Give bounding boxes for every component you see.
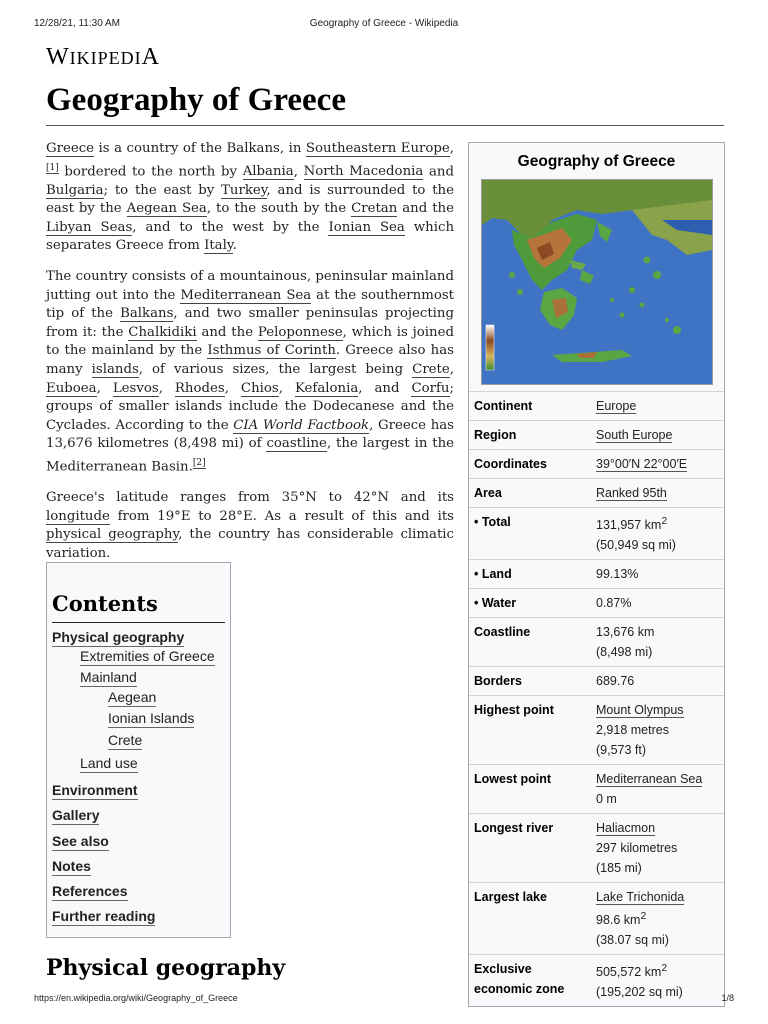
- value-text: (8,498 mi): [596, 645, 653, 660]
- infobox-label: Largest lake: [474, 890, 547, 905]
- infobox-value: [596, 818, 724, 878]
- link-rhodes[interactable]: Rhodes: [174, 380, 225, 396]
- link-lesvos[interactable]: Lesvos: [112, 380, 159, 396]
- infobox-link-mediterranean-sea[interactable]: Mediterranean Sea: [596, 772, 703, 787]
- link-greece[interactable]: Greece: [46, 141, 95, 156]
- link-libyan-seas[interactable]: Libyan Seas: [46, 219, 133, 235]
- infobox-row-eez: [469, 954, 724, 1006]
- text: , to the south by the: [206, 201, 352, 217]
- wikipedia-wordmark[interactable]: [46, 44, 160, 71]
- infobox-label: Longest river: [474, 821, 554, 836]
- link-aegean-sea[interactable]: Aegean Sea: [126, 201, 207, 217]
- value-sup: 2: [640, 911, 647, 923]
- link-corfu[interactable]: Corfu: [411, 380, 450, 396]
- infobox-value: [596, 959, 724, 1002]
- text: , the country has considerable climatic variation.: [46, 527, 454, 561]
- infobox-label: Continent: [474, 399, 533, 413]
- infobox-row-highest-point: [469, 695, 724, 764]
- text: and: [423, 164, 454, 180]
- toc-item-land-use[interactable]: Land use: [80, 755, 138, 771]
- text: The country consists of a mountainous, peninsular mainland jutting out into the: [46, 268, 454, 303]
- infobox-value: [596, 700, 724, 760]
- link-north-macedonia[interactable]: North Macedonia: [303, 164, 424, 180]
- toc-item-aegean[interactable]: Aegean: [108, 689, 157, 705]
- text: , and two smaller peninsulas projecting from it: the: [46, 306, 454, 340]
- link-physical-geography[interactable]: physical geography: [46, 527, 179, 543]
- text: . According to the: [106, 417, 234, 433]
- link-peloponnese[interactable]: Peloponnese: [257, 324, 343, 340]
- toc-item-environment[interactable]: Environment: [52, 782, 138, 798]
- infobox-value: 99.13%: [596, 567, 639, 582]
- page-title: Geography of Greece: [46, 82, 346, 118]
- infobox-row-area: [469, 478, 724, 507]
- text: , of various sizes, the largest being: [138, 361, 413, 377]
- link-turkey[interactable]: Turkey: [221, 182, 267, 198]
- text: from 19°E to 28°E. As a result of this and its: [109, 508, 454, 524]
- toc-item-mainland[interactable]: Mainland: [80, 669, 137, 685]
- link-chios[interactable]: Chios: [240, 380, 279, 396]
- toc-item-further-reading[interactable]: Further reading: [52, 908, 156, 924]
- map-image: [482, 180, 712, 384]
- label-text: economic zone: [474, 982, 565, 997]
- print-date: 12/28/21, 11:30 AM: [34, 18, 120, 29]
- link-ionian-sea[interactable]: Ionian Sea: [328, 219, 405, 235]
- link-kefalonia[interactable]: Kefalonia: [294, 380, 359, 396]
- infobox-row-region: [469, 420, 724, 449]
- infobox-title: Geography of Greece: [517, 153, 676, 170]
- link-bulgaria[interactable]: Bulgaria: [46, 182, 104, 198]
- print-url: https://en.wikipedia.org/wiki/Geography_of_Greece: [34, 993, 238, 1003]
- infobox-label: Area: [474, 486, 502, 500]
- toc-item-references[interactable]: References: [52, 883, 128, 899]
- greece-topographic-map[interactable]: [481, 179, 713, 385]
- text: ,: [278, 380, 295, 396]
- toc-item-extremities[interactable]: Extremities of Greece: [80, 648, 215, 664]
- text: and the: [196, 324, 258, 340]
- cia-title: CIA World Factbook: [233, 417, 370, 433]
- intro-paragraph: [46, 140, 454, 256]
- table-of-contents: [46, 562, 231, 938]
- infobox-label: [469, 959, 596, 1002]
- toc-title: Contents: [52, 591, 158, 616]
- link-southeastern-europe[interactable]: Southeastern Europe: [305, 141, 450, 156]
- title-divider: [46, 125, 724, 126]
- link-crete[interactable]: Crete: [412, 361, 450, 377]
- value-text: (38.07 sq mi): [596, 933, 669, 948]
- text: , which is joined to the mainland by the: [46, 324, 454, 359]
- infobox-link-haliacmon[interactable]: Haliacmon: [596, 821, 656, 836]
- infobox-link-coordinates[interactable]: 39°00′N 22°00′E: [596, 457, 688, 471]
- infobox-row-water: [469, 588, 724, 617]
- infobox-value: 689.76: [596, 674, 635, 689]
- value-text: (9,573 ft): [596, 743, 647, 758]
- ref-2[interactable]: [2]: [192, 457, 206, 468]
- print-page-number: 1/8: [721, 993, 734, 1003]
- infobox-row-coordinates: [469, 449, 724, 478]
- value-text: 2,918 metres: [596, 723, 669, 738]
- infobox-label: Highest point: [474, 703, 554, 718]
- value-text: 98.6 km: [596, 913, 641, 928]
- infobox: [468, 142, 725, 1007]
- text: ,: [224, 380, 241, 396]
- infobox-row-lowest-point: [469, 764, 724, 813]
- text: ; groups of smaller islands include the: [46, 380, 454, 415]
- value-sup: 2: [661, 963, 668, 975]
- link-islands[interactable]: islands: [91, 361, 139, 377]
- text: ,: [293, 164, 304, 180]
- value-text: 131,957 km: [596, 518, 662, 533]
- value-text: (185 mi): [596, 861, 642, 876]
- link-balkans[interactable]: Balkans: [120, 306, 174, 322]
- link-coastline[interactable]: coastline: [266, 436, 327, 452]
- text: , Greece has 13,676 kilometres (8,498 mi) of: [46, 417, 455, 452]
- infobox-value: [596, 769, 724, 809]
- link-cretan[interactable]: Cretan: [351, 201, 398, 217]
- text: ,: [96, 380, 113, 396]
- infobox-label: • Land: [474, 567, 512, 582]
- value-text: 0 m: [596, 792, 617, 807]
- latitude-paragraph: [46, 489, 454, 563]
- toc-item-ionian-islands[interactable]: Ionian Islands: [108, 710, 195, 726]
- text: ,: [449, 141, 455, 156]
- infobox-row-coastline: [469, 617, 724, 666]
- link-cia-world-factbook[interactable]: [233, 418, 369, 434]
- link-longitude[interactable]: longitude: [46, 508, 110, 524]
- infobox-value: [596, 887, 724, 950]
- infobox-link-europe[interactable]: Europe: [596, 399, 637, 413]
- value-text: 13,676 km: [596, 625, 655, 640]
- wordmark-rest: IKIPEDI: [69, 48, 142, 68]
- link-albania[interactable]: Albania: [242, 164, 294, 180]
- value-text: 505,572 km: [596, 965, 662, 980]
- toc-item-gallery[interactable]: Gallery: [52, 807, 100, 823]
- text: which separates Greece from: [46, 219, 455, 254]
- text: is a country of the Balkans, in: [94, 141, 306, 156]
- infobox-label: • Water: [474, 596, 517, 611]
- infobox-label: Coastline: [474, 625, 531, 640]
- text: , and to the west by the: [132, 219, 329, 235]
- print-tab-title: Geography of Greece - Wikipedia: [309, 18, 459, 29]
- text: ,: [158, 380, 175, 396]
- label-text: Exclusive: [474, 962, 532, 977]
- text-cyclades: Cyclades: [46, 417, 107, 433]
- infobox-row-borders: [469, 666, 724, 695]
- section-heading-physical-geography: Physical geography: [46, 955, 286, 981]
- text: .: [232, 238, 237, 254]
- infobox-link-mount-olympus[interactable]: Mount Olympus: [596, 703, 684, 718]
- infobox-label: Region: [474, 428, 517, 442]
- value-sup: 2: [661, 516, 668, 527]
- infobox-label: Coordinates: [474, 457, 547, 471]
- wordmark-a: A: [141, 44, 160, 70]
- link-italy[interactable]: Italy: [204, 238, 233, 254]
- value-text: 297 kilometres: [596, 841, 678, 856]
- text: and the: [397, 201, 454, 217]
- wordmark-w: W: [46, 44, 70, 70]
- value-text: (195,202 sq mi): [596, 985, 683, 1000]
- ref-1[interactable]: [1]: [46, 162, 59, 173]
- infobox-label: • Total: [474, 515, 511, 529]
- infobox-link-lake-trichonida[interactable]: Lake Trichonida: [596, 890, 685, 905]
- value-text: (50,949 sq mi): [596, 538, 676, 553]
- text: . Greece also has many: [46, 343, 455, 377]
- text: Greece's latitude ranges from 35°N to 42°N and its: [46, 489, 454, 505]
- infobox-label: Lowest point: [474, 772, 552, 787]
- text: ,: [449, 361, 454, 377]
- infobox-row-total: [469, 507, 724, 559]
- infobox-row-continent: [469, 391, 724, 420]
- toc-item-crete[interactable]: Crete: [108, 732, 143, 748]
- toc-item-physical-geography[interactable]: Physical geography: [52, 629, 185, 645]
- print-header: [0, 18, 768, 32]
- infobox-row-longest-river: [469, 813, 724, 882]
- toc-divider: [52, 622, 225, 623]
- text: , and is surrounded to the east by the: [46, 182, 454, 217]
- toc-item-notes[interactable]: Notes: [52, 858, 91, 874]
- mainland-paragraph: [46, 268, 454, 477]
- link-chalkidiki[interactable]: Chalkidiki: [128, 324, 197, 340]
- link-euboea[interactable]: Euboea: [46, 380, 97, 396]
- text: bordered to the north by: [58, 164, 243, 180]
- infobox-row-largest-lake: [469, 882, 724, 954]
- infobox-row-land: [469, 559, 724, 588]
- text: and the: [394, 399, 455, 415]
- article-body: [46, 140, 454, 575]
- infobox-link-ranked[interactable]: Ranked 95th: [596, 486, 667, 500]
- link-mediterranean-sea[interactable]: Mediterranean Sea: [180, 287, 312, 303]
- text: ; to the east by: [103, 182, 222, 198]
- infobox-value: [596, 622, 724, 662]
- infobox-link-south-europe[interactable]: South Europe: [596, 428, 673, 442]
- infobox-label: Borders: [474, 674, 522, 689]
- infobox-value: 0.87%: [596, 596, 632, 611]
- text: at the southernmost tip of the: [46, 287, 454, 322]
- link-isthmus-of-corinth[interactable]: Isthmus of Corinth: [207, 343, 336, 359]
- toc-item-see-also[interactable]: See also: [52, 833, 109, 849]
- text-dodecanese: Dodecanese: [312, 399, 395, 415]
- infobox-value: [596, 512, 724, 555]
- text: , the largest in the Mediterranean Basin.: [46, 436, 455, 475]
- text: , and: [358, 380, 412, 396]
